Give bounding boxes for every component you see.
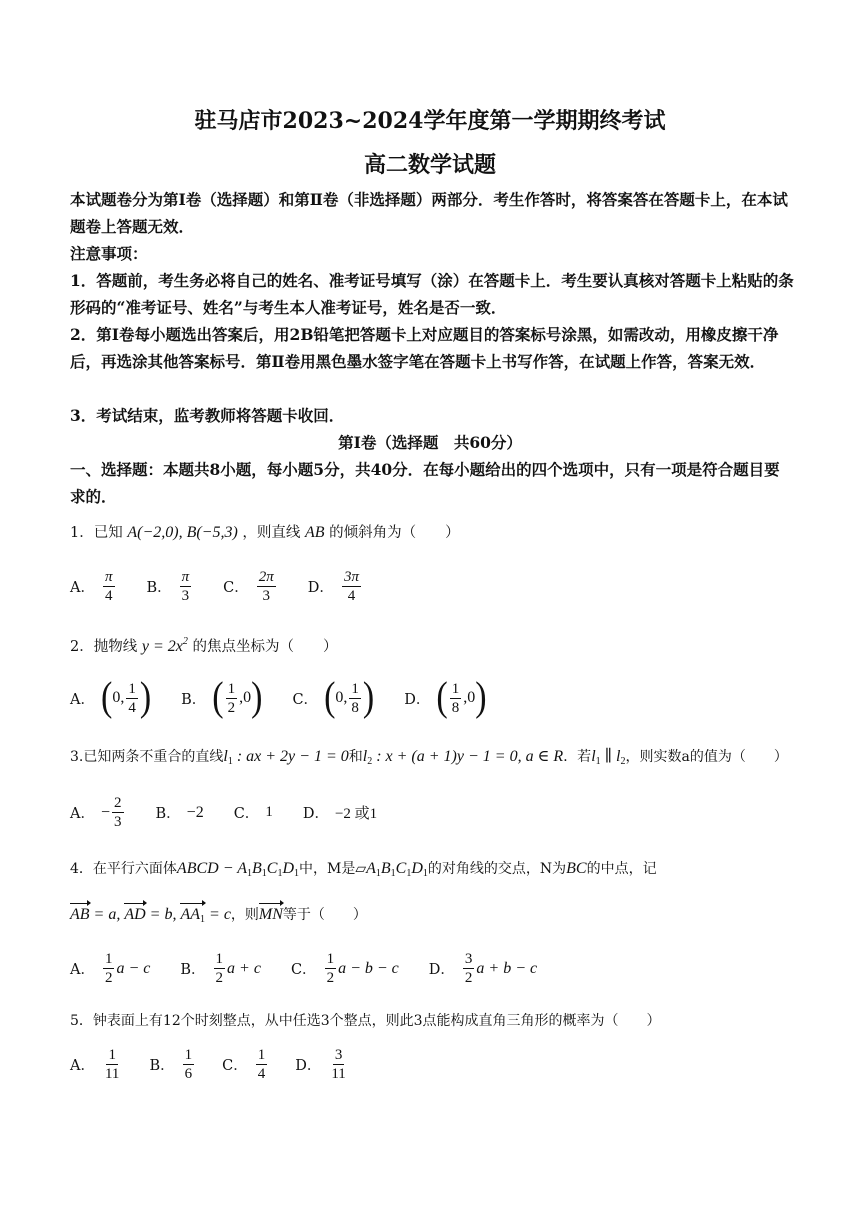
- q3-options: [70, 794, 407, 831]
- q4-option-b[interactable]: B． $\frac{1}{2}$ a + c: [180, 951, 261, 986]
- q2-option-b[interactable]: B． ( $\frac{1}{2}$ ,0 ): [181, 675, 263, 720]
- q5-options: [70, 1046, 376, 1083]
- question-2: [70, 635, 337, 656]
- q3-option-b[interactable]: B． −2: [155, 803, 204, 822]
- intro-paragraph: 本试题卷分为第Ⅰ卷（选择题）和第Ⅱ卷（非选择题）两部分．考生作答时，将答案答在答题卡上，在本试题卷上答题无效．: [70, 190, 788, 236]
- q2-lead: 2．抛物线: [70, 639, 138, 655]
- q2-option-a[interactable]: A． ( 0, $\frac{1}{4}$ ): [70, 675, 152, 720]
- q4-options: [70, 950, 567, 987]
- q2-option-d[interactable]: D． ( $\frac{1}{8}$ ,0 ): [404, 675, 487, 720]
- q1-option-a[interactable]: A． $\frac{\pi}{4}$: [70, 569, 113, 604]
- q2-equation: $y = 2x^2$: [141, 636, 188, 655]
- q5-option-b[interactable]: B． $\frac{1}{6}$: [149, 1047, 193, 1082]
- q5-option-c[interactable]: C． $\frac{1}{4}$: [222, 1047, 266, 1082]
- q1-lead: 1．已知: [70, 525, 123, 541]
- q2-option-c[interactable]: C． ( 0, $\frac{1}{8}$ ): [292, 675, 375, 720]
- notice-heading: 注意事项：: [70, 244, 148, 263]
- notice-item-1: 1．答题前，考生务必将自己的姓名、准考证号填写（涂）在答题卡上．考生要认真核对答题卡上粘贴的条形码的“准考证号、姓名”与考生本人准考证号，姓名是否一致．: [70, 271, 794, 317]
- section-instruction: 一、选择题：本题共8小题，每小题5分，共40分．在每小题给出的四个选项中，只有一项是符合题目要求的．: [70, 460, 780, 506]
- question-4-vectors: AB = a, AD = b, $AA_1 = c$，则MN等于（ ）: [70, 906, 367, 925]
- question-5: 5．钟表面上有12个时刻整点，从中任选3个整点，则此3点能构成直角三角形的概率为（ ）: [70, 1013, 661, 1029]
- q2-options: [70, 675, 517, 720]
- exam-subtitle: 高二数学试题: [363, 152, 496, 178]
- question-3: 3.已知两条不重合的直线$l_1$ : ax + 2y − 1 = 0和$l_2$ : x + (a + 1)y − 1 = 0, a ∈ R．若$l_1$ ∥ $l_2$，则实数a的值为（ ）: [70, 748, 788, 767]
- notice-item-2: 2．第Ⅰ卷每小题选出答案后，用2B铅笔把答题卡上对应题目的答案标号涂黑，如需改动，用橡皮擦干净后，再选涂其他答案标号．第Ⅱ卷用黑色墨水签字笔在答题卡上书写作答，在试题上作答，答案无效．: [70, 325, 779, 371]
- q1-mid: ，则直线: [242, 525, 301, 541]
- q1-line: AB: [305, 524, 325, 541]
- q1-options: [70, 568, 393, 605]
- q3-option-a[interactable]: A． − $\frac{2}{3}$: [70, 795, 122, 830]
- q4-option-c[interactable]: C． $\frac{1}{2}$ a − b − c: [290, 951, 399, 986]
- q2-tail: 的焦点坐标为（ ）: [192, 639, 338, 655]
- q4-option-a[interactable]: A． $\frac{1}{2}$ a − c: [70, 951, 151, 986]
- question-1: [70, 521, 460, 542]
- q1-tail: 的倾斜角为（ ）: [329, 525, 460, 541]
- q3-option-d[interactable]: D． −2 或1: [302, 806, 378, 822]
- q4-option-d[interactable]: D． $\frac{3}{2}$ a + b − c: [428, 951, 538, 986]
- exam-title: 驻马店市2023~2024学年度第一学期期终考试: [194, 108, 666, 134]
- q5-option-a[interactable]: A． $\frac{1}{11}$: [70, 1047, 120, 1082]
- q5-option-d[interactable]: D． $\frac{3}{11}$: [295, 1047, 346, 1082]
- q1-option-c[interactable]: C． $\frac{2\pi}{3}$: [223, 569, 274, 604]
- section-heading: 第Ⅰ卷（选择题 共60分）: [338, 433, 522, 452]
- q1-option-b[interactable]: B． $\frac{\pi}{3}$: [146, 569, 190, 604]
- q1-points: A(−2,0), B(−5,3): [127, 524, 238, 541]
- q1-option-d[interactable]: D． $\frac{3\pi}{4}$: [307, 569, 359, 604]
- q3-option-c[interactable]: C． 1: [233, 804, 273, 822]
- question-4: 4．在平行六面体ABCD − $A_1B_1C_1D_1$中，M是$▱A_1B_1C_1D_1$的对角线的交点，N为BC的中点，记: [70, 860, 657, 879]
- notice-item-3: 3．考试结束，监考教师将答题卡收回．: [70, 406, 345, 425]
